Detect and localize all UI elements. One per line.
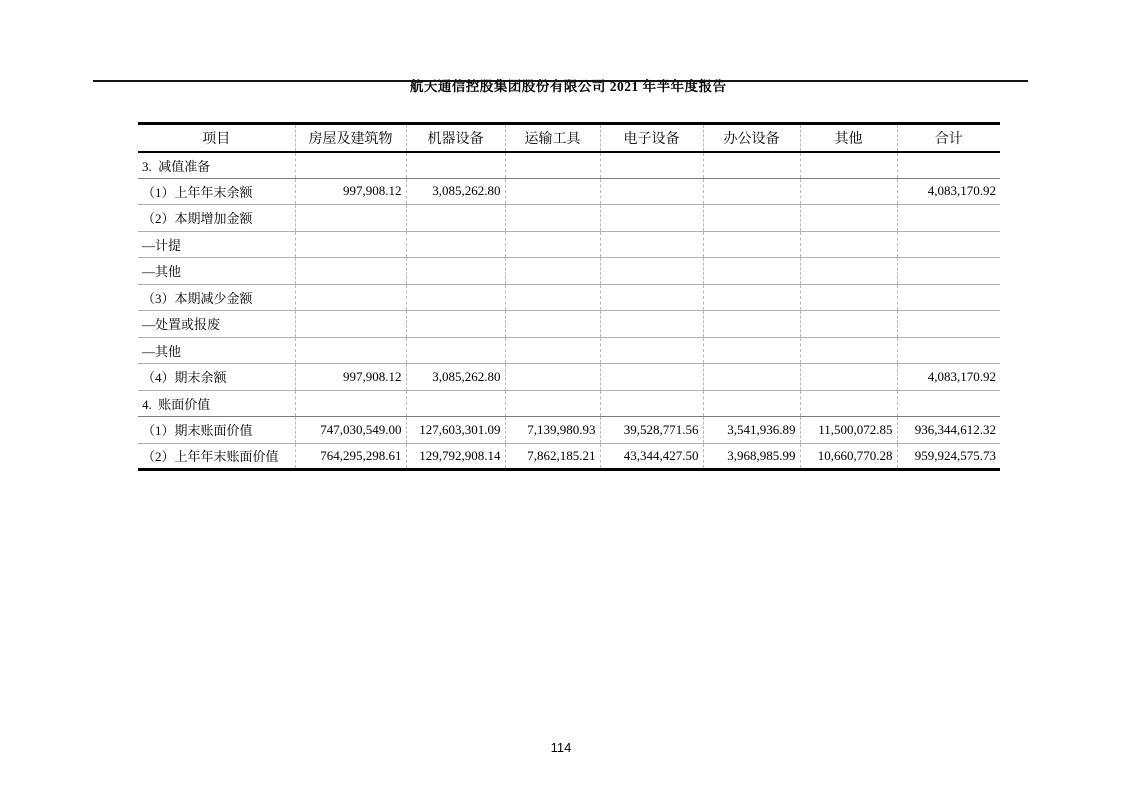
- row-label: （1）上年年末余额: [138, 178, 295, 205]
- table-cell: [406, 284, 505, 311]
- table-cell: [505, 390, 600, 417]
- row-label: —处置或报废: [138, 311, 295, 338]
- table-cell: [505, 178, 600, 205]
- column-header: 其他: [800, 124, 897, 152]
- table-cell: 747,030,549.00: [295, 417, 406, 444]
- table-cell: [600, 390, 703, 417]
- table-cell: [897, 390, 1000, 417]
- row-label: —其他: [138, 258, 295, 285]
- header-rule: [93, 80, 1028, 82]
- table-cell: 39,528,771.56: [600, 417, 703, 444]
- table-cell: [703, 337, 800, 364]
- table-cell: 4,083,170.92: [897, 364, 1000, 391]
- table-row: [138, 443, 1000, 470]
- column-header: 机器设备: [406, 124, 505, 152]
- table-cell: [505, 205, 600, 232]
- column-header: 办公设备: [703, 124, 800, 152]
- table-cell: 3,085,262.80: [406, 178, 505, 205]
- table-cell: [600, 284, 703, 311]
- table-cell: 7,139,980.93: [505, 417, 600, 444]
- table-cell: [897, 311, 1000, 338]
- table-cell: [295, 231, 406, 258]
- table-cell: 3,968,985.99: [703, 443, 800, 470]
- table-cell: 11,500,072.85: [800, 417, 897, 444]
- row-label: —其他: [138, 337, 295, 364]
- table-cell: 997,908.12: [295, 178, 406, 205]
- table-cell: [703, 178, 800, 205]
- row-label: （4）期末余额: [138, 364, 295, 391]
- table-cell: [703, 152, 800, 179]
- table-cell: [800, 364, 897, 391]
- table-cell: [505, 258, 600, 285]
- table-cell: [703, 258, 800, 285]
- row-label: —计提: [138, 231, 295, 258]
- row-label: 3. 减值准备: [138, 152, 295, 179]
- table-cell: [295, 205, 406, 232]
- table-cell: [600, 205, 703, 232]
- table-cell: 7,862,185.21: [505, 443, 600, 470]
- table-cell: [897, 337, 1000, 364]
- row-label: （1）期末账面价值: [138, 417, 295, 444]
- table-cell: [505, 152, 600, 179]
- table-row: [138, 337, 1000, 364]
- table-cell: [800, 178, 897, 205]
- table-cell: [600, 311, 703, 338]
- table-cell: [295, 311, 406, 338]
- table-row: [138, 205, 1000, 232]
- table-cell: 3,541,936.89: [703, 417, 800, 444]
- table-cell: 936,344,612.32: [897, 417, 1000, 444]
- row-label: （2）本期增加金额: [138, 205, 295, 232]
- table-cell: [406, 258, 505, 285]
- table-cell: [600, 178, 703, 205]
- table-cell: [295, 258, 406, 285]
- table-row: [138, 364, 1000, 391]
- table-cell: [800, 284, 897, 311]
- page-number: 114: [550, 740, 572, 755]
- row-label: （3）本期减少金额: [138, 284, 295, 311]
- table-cell: [295, 390, 406, 417]
- table-row: [138, 152, 1000, 179]
- table-cell: [600, 337, 703, 364]
- table-cell: [406, 390, 505, 417]
- table-cell: [295, 152, 406, 179]
- table-cell: [406, 152, 505, 179]
- table-cell: [406, 231, 505, 258]
- table-cell: [505, 231, 600, 258]
- column-header: 电子设备: [600, 124, 703, 152]
- table-cell: 3,085,262.80: [406, 364, 505, 391]
- table-cell: [600, 152, 703, 179]
- column-header: 房屋及建筑物: [295, 124, 406, 152]
- table-cell: [897, 205, 1000, 232]
- table-body: [138, 152, 1000, 470]
- table-cell: [295, 337, 406, 364]
- table-cell: 10,660,770.28: [800, 443, 897, 470]
- table-cell: 764,295,298.61: [295, 443, 406, 470]
- fixed-assets-table: [138, 122, 1000, 471]
- table-cell: [600, 231, 703, 258]
- table-row: [138, 390, 1000, 417]
- table-header-row: [138, 124, 1000, 152]
- table-cell: 127,603,301.09: [406, 417, 505, 444]
- table-cell: [600, 258, 703, 285]
- table-cell: [505, 337, 600, 364]
- table-cell: 43,344,427.50: [600, 443, 703, 470]
- column-header: 运输工具: [505, 124, 600, 152]
- table-row: [138, 284, 1000, 311]
- table-row: [138, 417, 1000, 444]
- table-cell: [800, 152, 897, 179]
- table-cell: [600, 364, 703, 391]
- table-cell: [703, 390, 800, 417]
- column-header: 项目: [138, 124, 295, 152]
- table-cell: [703, 284, 800, 311]
- table-cell: [703, 205, 800, 232]
- table-cell: 129,792,908.14: [406, 443, 505, 470]
- table-cell: 4,083,170.92: [897, 178, 1000, 205]
- table-cell: [505, 311, 600, 338]
- document-title: 航天通信控股集团股份有限公司 2021 年半年度报告: [409, 79, 727, 94]
- table-cell: [800, 337, 897, 364]
- table-cell: [406, 205, 505, 232]
- table-cell: [406, 337, 505, 364]
- table-cell: [295, 284, 406, 311]
- table-cell: [897, 231, 1000, 258]
- table-cell: [703, 364, 800, 391]
- row-label: 4. 账面价值: [138, 390, 295, 417]
- table-row: [138, 258, 1000, 285]
- table-cell: [505, 364, 600, 391]
- table-cell: 959,924,575.73: [897, 443, 1000, 470]
- table-row: [138, 178, 1000, 205]
- column-header: 合计: [897, 124, 1000, 152]
- table-cell: [800, 205, 897, 232]
- table-row: [138, 231, 1000, 258]
- table-cell: [897, 284, 1000, 311]
- table-cell: [800, 390, 897, 417]
- table-cell: 997,908.12: [295, 364, 406, 391]
- table-cell: [703, 311, 800, 338]
- table-cell: [897, 258, 1000, 285]
- table-cell: [505, 284, 600, 311]
- document-header: [93, 59, 1028, 111]
- table-cell: [800, 231, 897, 258]
- table-cell: [703, 231, 800, 258]
- table-row: [138, 311, 1000, 338]
- table-cell: [406, 311, 505, 338]
- table-cell: [800, 311, 897, 338]
- table-cell: [897, 152, 1000, 179]
- table-cell: [800, 258, 897, 285]
- row-label: （2）上年年末账面价值: [138, 443, 295, 470]
